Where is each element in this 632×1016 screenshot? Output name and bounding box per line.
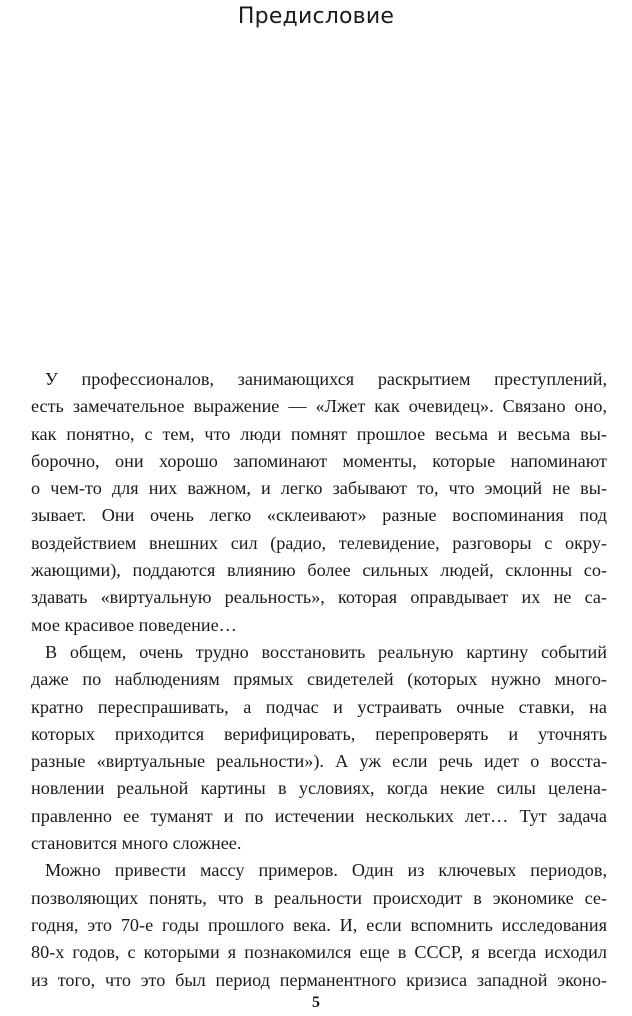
page-number: 5 bbox=[312, 994, 320, 1011]
text-line: новлении реальной картины в условиях, когда некие силы целена- bbox=[31, 778, 607, 799]
text-line: из того, что это был период перманентного кризиса западной эконо- bbox=[31, 969, 607, 990]
text-line: становится много сложнее. bbox=[31, 833, 242, 854]
text-line: 80-х годов, с которыми я познакомился еще в СССР, я всегда исходил bbox=[31, 942, 607, 963]
text-line: о чем-то для них важном, и легко забывают то, что эмоций не вы- bbox=[31, 478, 607, 499]
body-text bbox=[31, 366, 607, 994]
text-line: правленно ее туманят и по истечении нескольких лет… Тут задача bbox=[31, 805, 607, 826]
text-line: годня, это 70-е годы прошлого века. И, если вспомнить исследования bbox=[31, 914, 607, 935]
text-line: которых приходится верифицировать, перепроверять и уточнять bbox=[31, 723, 607, 744]
text-line: мое красивое поведение… bbox=[31, 614, 237, 635]
text-line: воздействием внешних сил (радио, телевидение, разговоры с окру- bbox=[31, 532, 607, 553]
chapter-title: Предисловие bbox=[237, 4, 395, 29]
text-line: кратно переспрашивать, а подчас и устраивать очные ставки, на bbox=[31, 696, 607, 717]
text-line: борочно, они хорошо запоминают моменты, которые напоминают bbox=[31, 450, 607, 471]
text-line: зывает. Они очень легко «склеивают» разные воспоминания под bbox=[31, 505, 607, 526]
text-line: жающими), поддаются влиянию более сильных людей, склонны со- bbox=[31, 560, 607, 581]
text-line: разные «виртуальные реальности»). А уж если речь идет о восста- bbox=[31, 751, 607, 772]
text-line: здавать «виртуальную реальность», которая оправдывает их не са- bbox=[31, 587, 607, 608]
text-line: даже по наблюдениям прямых свидетелей (которых нужно много- bbox=[31, 669, 607, 690]
text-line: позволяющих понять, что в реальности происходит в экономике се- bbox=[31, 887, 607, 908]
text-line: Можно привести массу примеров. Один из ключевых периодов, bbox=[45, 860, 607, 881]
text-line: В общем, очень трудно восстановить реальную картину событий bbox=[45, 641, 607, 662]
text-line: У профессионалов, занимающихся раскрытием преступлений, bbox=[45, 369, 607, 389]
text-line: есть замечательное выражение — «Лжет как очевидец». Связано оно, bbox=[31, 396, 607, 417]
text-line: как понятно, с тем, что люди помнят прошлое весьма и весьма вы- bbox=[31, 423, 607, 444]
